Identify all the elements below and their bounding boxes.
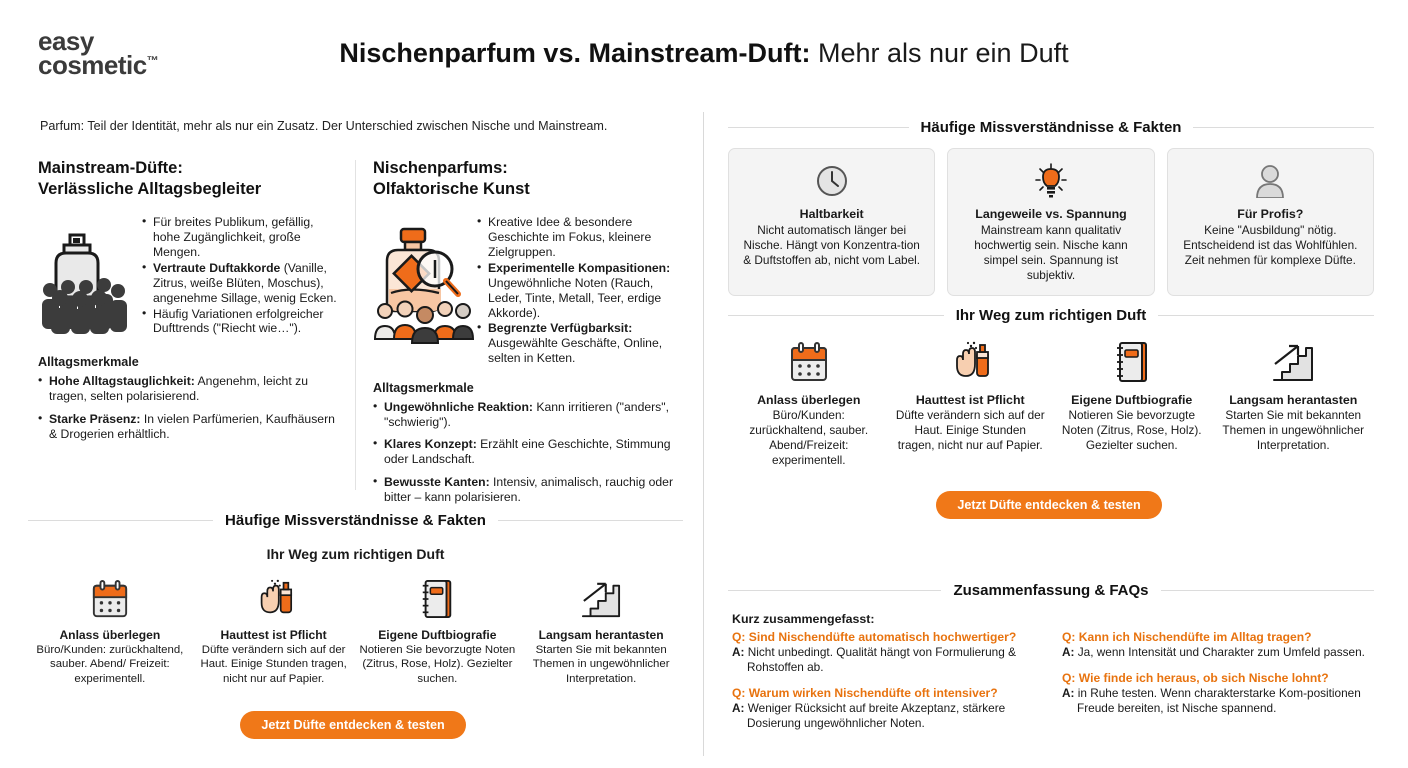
stairs-arrow-icon xyxy=(1219,338,1369,384)
bullet-bold: Begrenzte Verfügbarksit: xyxy=(488,321,633,336)
summary-label: Kurz zusammengefasst: xyxy=(732,612,875,626)
faq-answer-prefix: A: xyxy=(1062,686,1075,701)
faq-column-right xyxy=(1062,630,1374,727)
perfume-bottle-crowd-icon xyxy=(38,211,142,341)
hand-spray-icon xyxy=(196,578,352,620)
stairs-arrow-icon xyxy=(523,578,679,620)
bullet-text: Kreative Idee & besondere Geschichte im Fokus, kleinere Zielgruppen. xyxy=(488,215,652,259)
bullet-text: (Vanille, Zitrus, weiße Blüten, Moschus), angenehme Sillage, wenig Ecken. xyxy=(153,260,337,305)
clock-icon xyxy=(739,161,924,201)
step-title: Langsam herantasten xyxy=(1229,393,1358,407)
niche-column xyxy=(373,158,685,512)
niche-title-line2: Olfaktorische Kunst xyxy=(373,179,530,198)
list-item xyxy=(477,261,685,321)
faq-answer xyxy=(1062,686,1374,716)
mainstream-features xyxy=(38,374,343,442)
notebook-icon xyxy=(360,578,516,620)
right-steps-heading xyxy=(728,307,1374,324)
list-item xyxy=(477,215,685,260)
list-item xyxy=(477,321,685,366)
step-body: Notieren Sie bevorzugte Noten (Zitrus, Rose, Holz). Gezielter suchen. xyxy=(359,644,516,685)
rule-right xyxy=(1193,127,1374,128)
step-title: Hauttest ist Pflicht xyxy=(915,393,1025,407)
step-item xyxy=(356,578,520,686)
step-title: Eigene Duftbiografie xyxy=(1071,393,1193,407)
niche-title-line1: Nischenparfums: xyxy=(373,159,508,177)
myth-card xyxy=(947,148,1154,296)
left-steps xyxy=(28,578,683,686)
myth-card-body: Mainstream kann qualitativ hochwertig sein. Nische kann simpel sein. Spannung ist subjektiv. xyxy=(974,223,1128,282)
header xyxy=(0,0,1408,104)
feature-text: In vielen Parfümerien, Kaufhäusern & Drogerien erhältlich. xyxy=(49,411,335,441)
rule-right xyxy=(498,520,683,521)
vertical-divider xyxy=(703,112,704,756)
niche-bullets xyxy=(477,211,685,367)
list-item xyxy=(38,412,343,442)
niche-subheading: Alltagsmerkmale xyxy=(373,381,474,395)
right-steps-heading-text: Ihr Weg zum richtigen Duft xyxy=(955,307,1147,324)
discover-fragrances-button-right[interactable]: Jetzt Düfte entdecken & testen xyxy=(936,491,1162,519)
myth-card-body: Keine "Ausbildung" nötig. Entscheidend ist das Wohlfühlen. Zeit nehmen für komplexe Düfte. xyxy=(1183,223,1358,267)
step-title: Hauttest ist Pflicht xyxy=(220,628,327,642)
step-body: Düfte verändern sich auf der Haut. Einige Stunden tragen, nicht nur auf Papier. xyxy=(200,644,347,685)
step-title: Langsam herantasten xyxy=(538,628,664,642)
left-steps-heading: Ihr Weg zum richtigen Duft xyxy=(266,546,445,562)
page-title-light: Mehr als nur ein Duft xyxy=(810,38,1069,68)
left-myths-heading-text: Häufige Missverständnisse & Fakten xyxy=(225,512,486,529)
bullet-text: Häufig Variationen erfolgreicher Dufttrends ("Riecht wie…"). xyxy=(153,306,324,336)
list-item xyxy=(373,400,685,430)
step-body: Starten Sie mit bekannten Themen in ungewöhnlicher Interpretation. xyxy=(1222,408,1365,452)
step-body: Notieren Sie bevorzugte Noten (Zitrus, Rose, Holz). Gezielter suchen. xyxy=(1061,408,1202,452)
mainstream-subheading: Alltagsmerkmale xyxy=(38,355,139,370)
step-item xyxy=(192,578,356,686)
feature-bold: Bewusste Kanten: xyxy=(384,474,490,489)
bullet-bold: Experimentelle Kompasitionen: xyxy=(488,260,671,275)
step-title: Anlass überlegen xyxy=(757,393,861,407)
rule-left xyxy=(728,315,944,316)
lightbulb-icon xyxy=(958,161,1143,201)
faq-answer-prefix: A: xyxy=(732,701,745,716)
mainstream-bullet-list xyxy=(142,215,343,336)
person-icon xyxy=(1178,161,1363,201)
step-item xyxy=(519,578,683,686)
bullet-bold: Vertraute Duftakkorde xyxy=(153,260,281,275)
myth-cards xyxy=(728,148,1374,296)
faq-answer-prefix: A: xyxy=(732,645,745,660)
list-item xyxy=(373,437,685,467)
faq-answer-text: Weniger Rücksicht auf breite Akzeptanz, stärkere Dosierung ungewöhnlicher Noten. xyxy=(744,701,1006,731)
rule-left xyxy=(728,590,941,591)
step-item xyxy=(728,338,890,467)
right-myths-heading-text: Häufige Missverständnisse & Fakten xyxy=(920,119,1182,136)
step-body: Büro/Kunden: zurückhaltend, sauber. Abend/ Freizeit: experimentell. xyxy=(36,644,184,685)
hand-spray-icon xyxy=(896,338,1046,384)
mainstream-title-line1: Mainstream-Düfte: xyxy=(38,159,183,177)
bullet-text: Ungewöhnliche Noten (Rauch, Leder, Tinte, Metall, Teer, erdige Akkorde). xyxy=(488,275,662,320)
feature-bold: Klares Konzept: xyxy=(384,437,477,452)
discover-fragrances-button-left[interactable]: Jetzt Düfte entdecken & testen xyxy=(240,711,466,739)
step-item xyxy=(890,338,1052,467)
step-body: Starten Sie mit bekannten Themen in ungewöhnlicher Interpretation. xyxy=(532,644,670,685)
faq-question: Q: Wie finde ich heraus, ob sich Nische lohnt? xyxy=(1062,671,1329,686)
right-steps xyxy=(728,338,1374,467)
feature-text: Erzählt eine Geschichte, Stimmung oder Landschaft. xyxy=(384,437,671,467)
feature-text: Kann irritieren ("anders", "schwierig"). xyxy=(384,400,669,430)
mainstream-bullets xyxy=(142,211,343,341)
faq-item xyxy=(1062,671,1374,716)
rule-left xyxy=(28,520,213,521)
myth-card-title: Langeweile vs. Spannung xyxy=(975,207,1127,221)
faq-answer-text: in Ruhe testen. Wenn charakterstarke Kom-positionen Freude bereiten, ist Nische spannend. xyxy=(1074,686,1361,716)
faq-answer-prefix: A: xyxy=(1062,645,1075,660)
faq-answer xyxy=(1062,645,1374,660)
notebook-icon xyxy=(1057,338,1207,384)
intro-text: Parfum: Teil der Identität, mehr als nur ein Zusatz. Der Unterschied zwischen Nische und Mainstream. xyxy=(40,119,608,133)
feature-text: Angenehm, leicht zu tragen, selten polarisierend. xyxy=(49,374,308,404)
summary-heading-text: Zusammenfassung & FAQs xyxy=(953,582,1149,599)
brand-logo-line1: easy xyxy=(38,26,94,56)
step-body: Büro/Kunden: zurückhaltend, sauber. Abend/Freizeit: experimentell. xyxy=(749,408,869,467)
rule-right xyxy=(1158,315,1374,316)
niche-bullet-list xyxy=(477,215,685,366)
mainstream-title xyxy=(38,158,343,199)
calendar-icon xyxy=(734,338,884,384)
myth-card-title: Haltbarkeit xyxy=(799,207,864,221)
rule-right xyxy=(1161,590,1374,591)
calendar-icon xyxy=(32,578,188,620)
mainstream-feature-list xyxy=(38,374,343,442)
right-myths-heading xyxy=(728,119,1374,136)
myth-card-body: Nicht automatisch länger bei Nische. Hängt von Konzentra-tion & Duftstoffen ab, nicht vom Label. xyxy=(743,223,921,267)
brand-logo-word: cosmetic xyxy=(38,49,147,80)
step-item xyxy=(1051,338,1213,467)
feature-text: Intensiv, animalisch, rauchig oder bitter – kann polarisieren. xyxy=(384,474,674,504)
faq-question: Q: Kann ich Nischendüfte im Alltag tragen? xyxy=(1062,630,1312,644)
myth-card xyxy=(728,148,935,296)
feature-bold: Starke Präsenz: xyxy=(49,411,141,426)
mainstream-title-line2: Verlässliche Alltagsbegleiter xyxy=(38,179,262,198)
myth-card xyxy=(1167,148,1374,296)
step-item xyxy=(28,578,192,686)
bullet-text: Für breites Publikum, gefällig, hohe Zugänglichkeit, große Mengen. xyxy=(153,215,314,259)
page-title-bold: Nischenparfum vs. Mainstream-Duft: xyxy=(339,38,811,68)
faq-column-left xyxy=(732,630,1042,742)
step-title: Anlass überlegen xyxy=(59,628,161,642)
list-item xyxy=(142,261,343,306)
column-divider xyxy=(355,160,356,490)
feature-bold: Hohe Alltagstauglichkeit: xyxy=(49,374,195,389)
faq-answer-text: Ja, wenn Intensität und Charakter zum Umfeld passen. xyxy=(1074,645,1365,660)
list-item xyxy=(373,475,685,505)
step-item xyxy=(1213,338,1375,467)
step-title: Eigene Duftbiografie xyxy=(378,628,497,642)
brand-trademark-icon: ™ xyxy=(146,53,159,68)
faq-answer xyxy=(732,701,1042,731)
feature-bold: Ungewöhnliche Reaktion: xyxy=(384,400,533,414)
rule-left xyxy=(728,127,909,128)
niche-title xyxy=(373,158,685,199)
myth-card-title: Für Profis? xyxy=(1237,207,1304,221)
list-item xyxy=(38,374,343,404)
summary-heading xyxy=(728,582,1374,599)
bullet-text: Ausgewählte Geschäfte, Online, selten in Ketten. xyxy=(488,336,663,366)
faq-question: Q: Warum wirken Nischendüfte oft intensiver? xyxy=(732,686,998,701)
niche-bottle-magnifier-people-icon xyxy=(373,211,477,367)
left-myths-heading xyxy=(28,512,683,529)
niche-features xyxy=(373,400,685,505)
list-item xyxy=(142,307,343,337)
mainstream-column xyxy=(38,158,343,449)
faq-answer xyxy=(732,645,1042,675)
faq-item xyxy=(732,686,1042,731)
faq-question: Q: Sind Nischendüfte automatisch hochwertiger? xyxy=(732,630,1017,644)
page-title xyxy=(0,38,1408,69)
faq-item xyxy=(1062,630,1374,660)
list-item xyxy=(142,215,343,260)
faq-answer-text: Nicht unbedingt. Qualität hängt von Formulierung & Rohstoffen ab. xyxy=(744,645,1016,675)
faq-item xyxy=(732,630,1042,675)
niche-feature-list xyxy=(373,400,685,505)
step-body: Düfte verändern sich auf der Haut. Einige Stunden tragen, nicht nur auf Papier. xyxy=(895,408,1045,452)
